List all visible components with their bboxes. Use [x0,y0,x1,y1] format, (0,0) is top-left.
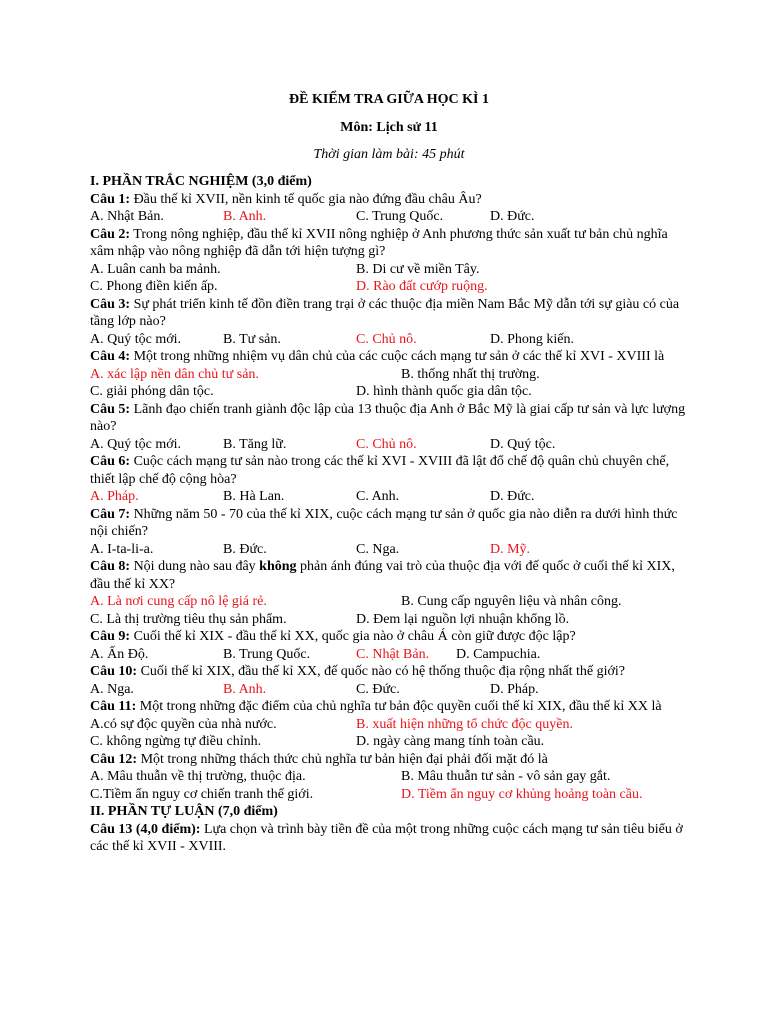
option-b-answer: B. Anh. [223,681,267,697]
option-c-answer: C. Chủ nô. [356,436,417,452]
option-c: C. Đức. [356,681,400,697]
option-a-answer: A. Pháp. [90,489,139,504]
option-a: A. Nhật Bản. [90,209,164,224]
option-c-answer: C. Chủ nô. [356,331,417,347]
question-text: Nội dung nào sau đây [130,559,260,574]
question-7 [90,506,688,541]
question-text: Cuối thế kỉ XIX - đầu thế kỉ XX, quốc gia nào ở châu Á còn giữ được độc lập? [130,629,576,644]
exam-time: Thời gian làm bài: 45 phút [313,147,465,162]
question-4 [90,348,688,366]
question-label: Câu 9: [90,629,131,644]
question-11 [90,698,688,716]
options-4-row2 [90,383,688,401]
option-d: D. Pháp. [490,681,539,697]
options-9 [90,646,688,664]
question-text: Đầu thế kỉ XVII, nền kinh tế quốc gia nào đứng đầu châu Âu? [130,191,482,207]
option-d: D. Campuchia. [456,646,541,662]
options-4-row1 [90,366,688,384]
option-b: B. Di cư về miền Tây. [356,261,480,277]
option-d: D. Đức. [490,489,535,504]
question-label: Câu 1: [90,191,131,207]
option-d: D. Phong kiến. [490,331,574,347]
question-text-rest: phản ánh đúng vai trò của thuộc địa với đế quốc ở cuối thế kỉ XIX, đầu thế kỉ XX? [90,559,675,592]
option-d: D. Đức. [490,209,535,224]
question-label: Câu 8: [90,559,131,574]
option-b-answer: B. xuất hiện những tổ chức độc quyền. [356,716,573,732]
question-label: Câu 3: [90,296,131,312]
question-2 [90,226,688,261]
question-text: Sự phát triển kinh tế đồn điền trang trại ở các thuộc địa miền Nam Bắc Mỹ dẫn tới sự giàu có của tầng lớp nào? [90,296,680,329]
option-d: D. Đem lại nguồn lợi nhuận khổng lồ. [356,611,570,627]
question-8 [90,558,688,593]
part2-heading: II. PHẦN TỰ LUẬN (7,0 điểm) [90,804,278,819]
option-a: A. Quý tộc mới. [90,331,182,347]
option-a: A. Nga. [90,681,134,697]
option-c: C. giải phóng dân tộc. [90,384,214,399]
option-a: A. Ấn Độ. [90,646,149,662]
options-10 [90,681,688,699]
exam-subject: Môn: Lịch sử 11 [340,120,438,135]
option-b: B. Tăng lữ. [223,436,287,452]
question-label: Câu 7: [90,506,131,522]
option-d: D. hình thành quốc gia dân tộc. [356,384,532,399]
question-label: Câu 2: [90,226,131,242]
question-text: Lãnh đạo chiến tranh giành độc lập của 13 thuộc địa Anh ở Bắc Mỹ là giai cấp tư sản và lực lượng nào? [90,401,686,434]
question-text: Trong nông nghiệp, đầu thế kỉ XVII nông nghiệp ở Anh phương thức sản xuất tư bản chủ nghĩa xâm nhập vào nông nghiệp đã dẫn tới hiện tượng gì? [90,226,668,259]
question-12 [90,751,688,769]
options-8-row1 [90,593,688,611]
question-text: Những năm 50 - 70 của thế kỉ XIX, cuộc cách mạng tư sản ở quốc gia nào diễn ra dưới hình thức nội chiến? [90,506,678,539]
options-8-row2 [90,611,688,629]
option-c: C. Phong điền kiến ấp. [90,279,218,294]
question-1 [90,191,688,209]
options-3 [90,331,688,349]
option-b: B. Hà Lan. [223,489,285,504]
question-label: Câu 12: [90,751,138,767]
question-text: Cuộc cách mạng tư sản nào trong các thế kỉ XVI - XVIII đã lật đổ chế độ quân chủ chuyên chế, thiết lập chế độ cộng hòa? [90,454,670,487]
option-b: B. Trung Quốc. [223,646,311,662]
option-a: A.có sự độc quyền của nhà nước. [90,716,277,732]
question-9 [90,628,688,646]
option-b: B. Cung cấp nguyên liệu và nhân công. [401,594,622,609]
question-text: Một trong những nhiệm vụ dân chủ của các cuộc cách mạng tư sản ở các thế kỉ XVI - XVIII là [130,349,665,364]
question-label: Câu 4: [90,349,131,364]
option-d-answer: D. Mỹ. [490,541,531,557]
option-d: D. Quý tộc. [490,436,556,452]
option-a: A. I-ta-li-a. [90,541,154,557]
option-d-answer: D. Rào đất cướp ruộng. [356,279,488,294]
options-12-row2 [90,786,688,804]
options-7 [90,541,688,559]
question-label: Câu 6: [90,454,131,469]
question-label: Câu 11: [90,699,137,714]
question-6 [90,453,688,488]
option-c: C. Trung Quốc. [356,209,444,224]
question-emphasis: không [259,559,297,574]
options-12-row1 [90,768,688,786]
question-text: Cuối thế kỉ XIX, đầu thế kỉ XX, đế quốc nào có hệ thống thuộc địa rộng nhất thế giới? [137,664,626,679]
option-a: A. Quý tộc mới. [90,436,182,452]
option-b: B. Tư sản. [223,331,281,347]
question-text: Một trong những đặc điểm của chủ nghĩa tư bản độc quyền cuối thế kỉ XIX, đầu thế kỉ XX là [136,699,662,714]
option-c-answer: C. Nhật Bản. [356,646,430,662]
option-a-answer: A. xác lập nền dân chủ tư sản. [90,366,259,382]
question-label: Câu 10: [90,664,138,679]
question-text: Lựa chọn và trình bày tiền đề của một trong những cuộc cách mạng tư sản tiêu biểu ở các thế kỉ XVII - XVIII. [90,821,683,854]
option-b-answer: B. Anh. [223,209,267,224]
option-c: C. Anh. [356,489,400,504]
option-a-answer: A. Là nơi cung cấp nô lệ giá rẻ. [90,594,267,609]
options-11-row2 [90,733,688,751]
question-10 [90,663,688,681]
option-b: B. Mâu thuẫn tư sản - vô sản gay gắt. [401,769,611,784]
option-c: C. Là thị trường tiêu thụ sản phẩm. [90,611,287,627]
question-text: Một trong những thách thức chủ nghĩa tư bản hiện đại phải đối mặt đó là [137,751,548,767]
options-11-row1 [90,716,688,734]
option-a: A. Luân canh ba mảnh. [90,261,221,277]
options-2-row1 [90,261,688,279]
question-13 [90,821,688,856]
option-d-answer: D. Tiềm ẩn nguy cơ khủng hoảng toàn cầu. [401,786,643,802]
question-5 [90,401,688,436]
options-1 [90,208,688,226]
option-c: C.Tiềm ẩn nguy cơ chiến tranh thế giới. [90,786,314,802]
options-5 [90,436,688,454]
option-a: A. Mâu thuẫn về thị trường, thuộc địa. [90,769,306,784]
options-6 [90,488,688,506]
exam-title: ĐỀ KIỂM TRA GIỮA HỌC KÌ 1 [289,92,489,107]
option-c: C. không ngừng tự điều chỉnh. [90,734,262,749]
options-2-row2 [90,278,688,296]
option-b: B. Đức. [223,541,267,557]
option-d: D. ngày càng mang tính toàn cầu. [356,734,545,749]
question-label: Câu 13 (4,0 điểm): [90,821,201,837]
question-3 [90,296,688,331]
part1-heading: I. PHẦN TRẮC NGHIỆM (3,0 điểm) [90,174,312,189]
option-b: B. thống nhất thị trường. [401,366,540,382]
option-c: C. Nga. [356,541,400,557]
question-label: Câu 5: [90,401,131,417]
